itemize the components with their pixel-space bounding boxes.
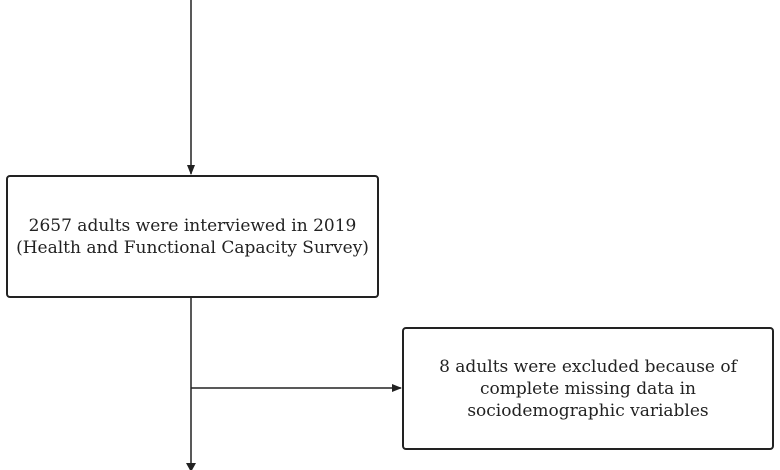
interviewed-line-1: 2657 adults were interviewed in 2019 xyxy=(28,215,357,236)
excluded-box xyxy=(402,327,774,450)
interviewed-line-2: (Health and Functional Capacity Survey) xyxy=(16,237,369,258)
excluded-line-3: sociodemographic variables xyxy=(467,400,709,421)
excluded-line-2: complete missing data in xyxy=(479,378,696,399)
arrow-down-head xyxy=(186,463,196,470)
excluded-line-1: 8 adults were excluded because of xyxy=(439,356,737,377)
interviewed-box xyxy=(6,175,379,298)
